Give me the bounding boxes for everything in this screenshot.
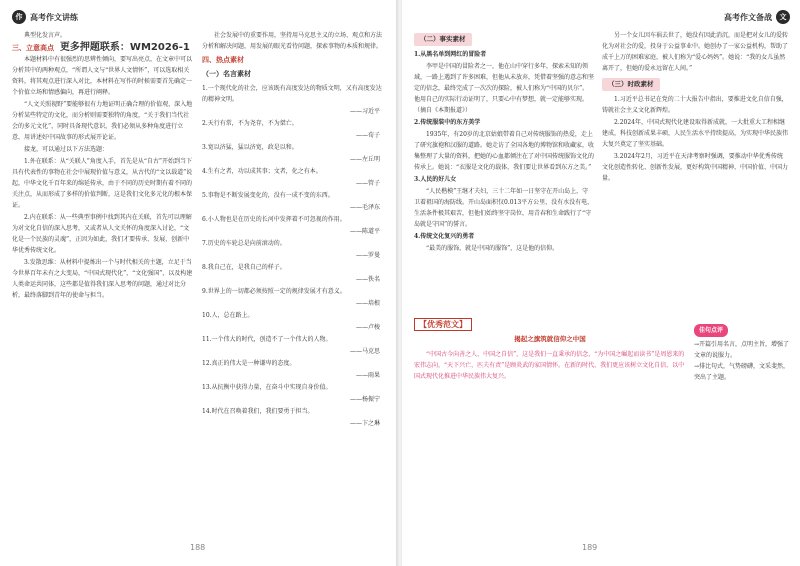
essay-title: 揭起之旗筑就信仰之中国 bbox=[514, 335, 586, 343]
side-note: →开篇引用名言，点明主旨，增强了文章的说服力。 bbox=[694, 341, 790, 359]
quote-text: 9.世界上的一切都必须按照一定的规律发展才有意义。 bbox=[202, 288, 346, 295]
essay-body: “中国古今向善之人，中国之自信”，这是我们一直秉承的信念，“为中国之崛起而读书”是周恩来的宏伟志向，“天下兴亡，匹夫有责”是顾炎武的家国情怀。在新的时代，我们更应该树立文化自信，以中国式现代化推进中华民族伟大复兴。 bbox=[414, 351, 685, 380]
quote-author: ——马克思 bbox=[349, 348, 380, 355]
quote-text: 13.从抗衡中获得力量，在奋斗中实现自身价值。 bbox=[202, 384, 332, 391]
quote-text: 7.历史的车轮总是向前滚动的。 bbox=[202, 240, 286, 247]
quote-text: 1.一个现代化的社会，应该既有高度发达的物质文明，又有高度发达的精神文明。 bbox=[202, 85, 382, 103]
fact-title: 4.传统文化复兴的勇者 bbox=[414, 233, 475, 240]
comment-chip: 佳句点评 bbox=[694, 324, 728, 337]
paragraph: 接龙，可以通过以下方法选题： bbox=[24, 146, 109, 153]
politics-item: 1.习近平总书记在党的二十大报告中指出，要推进文化自信自强，铸就社会主义文化新辉煌。 bbox=[602, 96, 788, 114]
right-column-1 bbox=[414, 30, 594, 255]
quote-text: 5.事物是不断发展变化的，没有一成不变的东西。 bbox=[202, 192, 334, 199]
quote-author: ——左丘明 bbox=[349, 156, 380, 163]
page-number: 189 bbox=[582, 543, 598, 552]
quote-text: 3.宽以济猛，猛以济宽，政是以和。 bbox=[202, 144, 298, 151]
side-note: →排比句式，气势磅礴，文采斐然，突出了主题。 bbox=[694, 363, 790, 381]
left-page bbox=[0, 0, 398, 566]
quote-author: ——卢梭 bbox=[355, 324, 380, 331]
quote-author: ——雨果 bbox=[355, 372, 380, 379]
quote-author: ——卞之琳 bbox=[349, 420, 380, 427]
paragraph: 3.发散思维：从材料中提炼出一个与时代相关的主题，立足于当今世界百年未有之大变局，“中国式现代化”，“文化强国”，以及构建人类命运共同体，这些都是值得我们深入思考的问题，通过对比分析，最终落脚到青年的使命与担当。 bbox=[12, 259, 193, 299]
quote-text: 10.人，总在路上。 bbox=[202, 312, 254, 319]
quote-text: 14.时代在召唤着我们，我们要勇于担当。 bbox=[202, 408, 314, 415]
quote-author: ——习近平 bbox=[349, 108, 380, 115]
quote-author: ——陈道平 bbox=[349, 228, 380, 235]
subsection-quotes: （一）名言素材 bbox=[202, 70, 251, 78]
sample-essay bbox=[414, 330, 686, 383]
fact-title: 3.人民的好儿女 bbox=[414, 176, 457, 183]
paragraph: 另一个女儿因车祸去世了，她没有因此消沉，而是把对女儿的爱转化为对社会的爱，投身于公益事业中。她创办了一家公益机构，帮助了成千上万的困难家庭，被人们称为“爱心妈妈”。她说：“我的女儿虽然离开了，但她的爱永远留在人间。” bbox=[602, 32, 789, 72]
fact-body: “人民楷模”王继才夫妇，三十二年如一日坚守在开山岛上，守卫着祖国的海防线。开山岛面积仅0.013平方公里，没有水没有电，生活条件极其艰苦，但他们始终坚守岗位，用青春和生命践行了“守岛就是守国”的誓言。 bbox=[414, 188, 594, 228]
politics-item: 2.2024年，中国式现代化建设取得新成就，一大批重大工程相继建成，科技创新成果丰硕，人民生活水平持续提高，为实现中华民族伟大复兴奠定了坚实基础。 bbox=[602, 119, 789, 148]
fact-title: 1.从黑名单到网红的冒险者 bbox=[414, 51, 487, 58]
left-header-title: 高考作文讲练 bbox=[30, 12, 78, 22]
quote-text: 6.小人物也是在历史的长河中发挥着不可忽视的作用。 bbox=[202, 216, 346, 223]
politics-item: 3.2024年2月，习近平在天津考察时强调，要推动中华优秀传统文化创造性转化、创新性发展，更好构筑中国精神、中国价值、中国力量。 bbox=[602, 153, 789, 182]
quote-author: ——培根 bbox=[355, 300, 380, 307]
subsection-facts: （二）事实素材 bbox=[414, 33, 472, 46]
paragraph: 1.外在联系：从“关联人”角度入手，首先是从“自古”开始到当下具有代表性的事物在社会中展现价值与意义，从古代的“文以载道”说起，中华文化千百年来的绵延传承，由于不同的历史时期有着不同的关注点，从而形成了多样的价值判断，这是我们文化多元化的根本保证。 bbox=[12, 158, 193, 209]
politics-list bbox=[602, 94, 788, 184]
quote-author: ——佚名 bbox=[355, 276, 380, 283]
page-number: 188 bbox=[190, 543, 206, 552]
quote-text: 2.天行有常，不为尧存，不为桀亡。 bbox=[202, 120, 298, 127]
right-header bbox=[724, 10, 790, 24]
quote-text: 4.生有之者，功以成其事；文者，化之有本。 bbox=[202, 168, 322, 175]
quote-text: 8.我自己在，是我自己的样子。 bbox=[202, 264, 286, 271]
left-column-1 bbox=[12, 30, 194, 302]
section-label: 三、立意高点 bbox=[12, 44, 54, 52]
fact-list bbox=[414, 49, 594, 254]
quote-author: ——荀子 bbox=[355, 132, 380, 139]
fact-body: 1935年，有20岁的北京姑娘带着自己对传统服饰的热爱，走上了研究旗袍和汉服的道路。她走访了全国各地的博物馆和收藏家，收集整理了大量的资料，把她的心血都倾注在了对中国传统服饰文化的传承上。她说：“衣服是文化的载体，我们要让世界看到东方之美。” bbox=[414, 131, 595, 171]
quote-text: 12.真正的伟大是一种谦卑的态度。 bbox=[202, 360, 296, 367]
quote-author: ——毛泽东 bbox=[349, 204, 380, 211]
paragraph: “人文关照视野”要能够很有力地证明正确合理的价值观，深入地分析某些特定的文化，而分析则需要独特的角度，“关于我们当代社会的多元文化”，同时具备现代意识，我们必须从多种角度进行立意，用讲述好中国故事的形式展开论证。 bbox=[12, 101, 193, 141]
left-header bbox=[12, 10, 78, 24]
fact-title: 2.传统服装中的东方美学 bbox=[414, 119, 481, 126]
fact-body: “最美的服饰，就是中国的服饰”，这是他的信仰。 bbox=[426, 245, 559, 252]
right-page bbox=[402, 0, 800, 566]
paragraph: 本题材料中有很强烈的思辨性倾向，要写出亮点，在文章中可以分析其中的两种观点，“所谓人文与“世界人文情怀”，可以选取相关资料，将其观点进行深入对比，本材料在写作的时候需要首先确定一个价值立场和情感偏向，再进行阐释。 bbox=[12, 56, 193, 96]
right-header-title: 高考作文备战 bbox=[724, 12, 772, 22]
quote-author: ——杨振宁 bbox=[349, 396, 380, 403]
section-hot-materials: 四、热点素材 bbox=[202, 56, 244, 64]
paragraph: 社会发展中的重要作用，坚持用马克思主义的立场、观点和方法分析和解决问题，用发展的眼光看待问题，探索事物的本质和规律。 bbox=[202, 32, 383, 50]
paragraph: 2.内在联系：从一些典型事例中找到其内在关联，首先可以理解为对文化自信的深入思考，又或者从人文关怀的角度深入讨论，“文化是一个民族的灵魂”，正因为如此，我们才要传承、发展、创新中华优秀传统文化。 bbox=[12, 214, 192, 254]
book-logo-icon: 文 bbox=[776, 10, 790, 24]
quote-list bbox=[202, 83, 386, 429]
quote-author: ——罗曼 bbox=[355, 252, 380, 259]
quote-text: 11.一个伟大的时代，创造不了一个伟大的人物。 bbox=[202, 336, 332, 343]
watermark: 更多押题联系：WM2026-1 bbox=[59, 42, 190, 53]
fact-body: 李甲是中国的冒险者之一，他在山中穿行多年，探索未知的领域，一路上遇到了许多困难，但他从未放弃，凭借着坚强的意志和坚定的信念，最终完成了一次次的探险，被人们称为“中国的贝尔”。他用自己的实际行动证明了，只要心中有梦想，就一定能够实现。（摘自《本期报道》） bbox=[414, 63, 595, 114]
left-column-2 bbox=[202, 30, 386, 430]
intro-line: 典型化发言声。 bbox=[24, 32, 67, 39]
sample-essay-tag: 【优秀范文】 bbox=[414, 312, 472, 331]
quote-author: ——管子 bbox=[355, 180, 380, 187]
right-column-2 bbox=[602, 30, 788, 185]
book-logo-icon: 作 bbox=[12, 10, 26, 24]
subsection-politics: （三）时政素材 bbox=[602, 78, 660, 91]
side-comments bbox=[694, 324, 790, 383]
